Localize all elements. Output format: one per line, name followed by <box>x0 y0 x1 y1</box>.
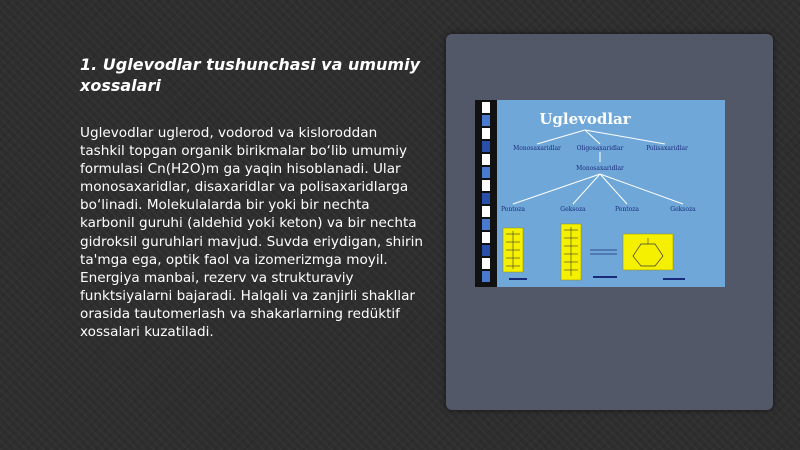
label-type-3: Pentoza <box>615 206 639 213</box>
formula-chain-2 <box>561 224 581 280</box>
formula-ring <box>623 234 673 270</box>
label-type-1: Pentoza <box>501 206 525 213</box>
slide-body-text: Uglevodlar uglerod, vodorod va kisloroddan tashkil topgan organik birikmalar bo‘lib umumiy formulasi Cn(H2O)m ga yaqin hisoblanadi. Ular monosaxaridlar, disaxaridlar va polisaxaridlarga bo‘linadi. Molekulalarda bir yoki bir nechta karbonil guruhi (aldehid yoki keton) va bir nechta gidroksil guruhlari mavjud. Suvda eriydigan, shirin ta'mga ega, optik faol va izomerizmga moyil. Energiya manbai, rezerv va strukturaviy funktsiyalarni bajaradi. Halqali va zanjirli shakllar orasida tautomerlash va shakarlarning redüktif xossalari kuzatiladi. <box>80 125 424 341</box>
formula-chain-1 <box>503 228 523 272</box>
label-type-2: Geksoza <box>560 206 586 213</box>
slide-title: 1. Uglevodlar tushunchasi va umumiy xossalari <box>80 55 420 95</box>
label-monosaxaridlar-sub: Monosaxaridlar <box>576 165 624 172</box>
diagram-heading: Uglevodlar <box>539 110 631 128</box>
label-monosaxaridlar: Monosaxaridlar <box>513 145 561 152</box>
label-polisaxaridlar: Polisaxaridlar <box>646 145 688 152</box>
carbohydrate-classification-diagram <box>475 100 725 287</box>
label-type-4: Geksoza <box>670 206 696 213</box>
label-oligosaxaridlar: Oligosaxaridlar <box>576 145 624 152</box>
decorative-strip <box>475 100 497 287</box>
